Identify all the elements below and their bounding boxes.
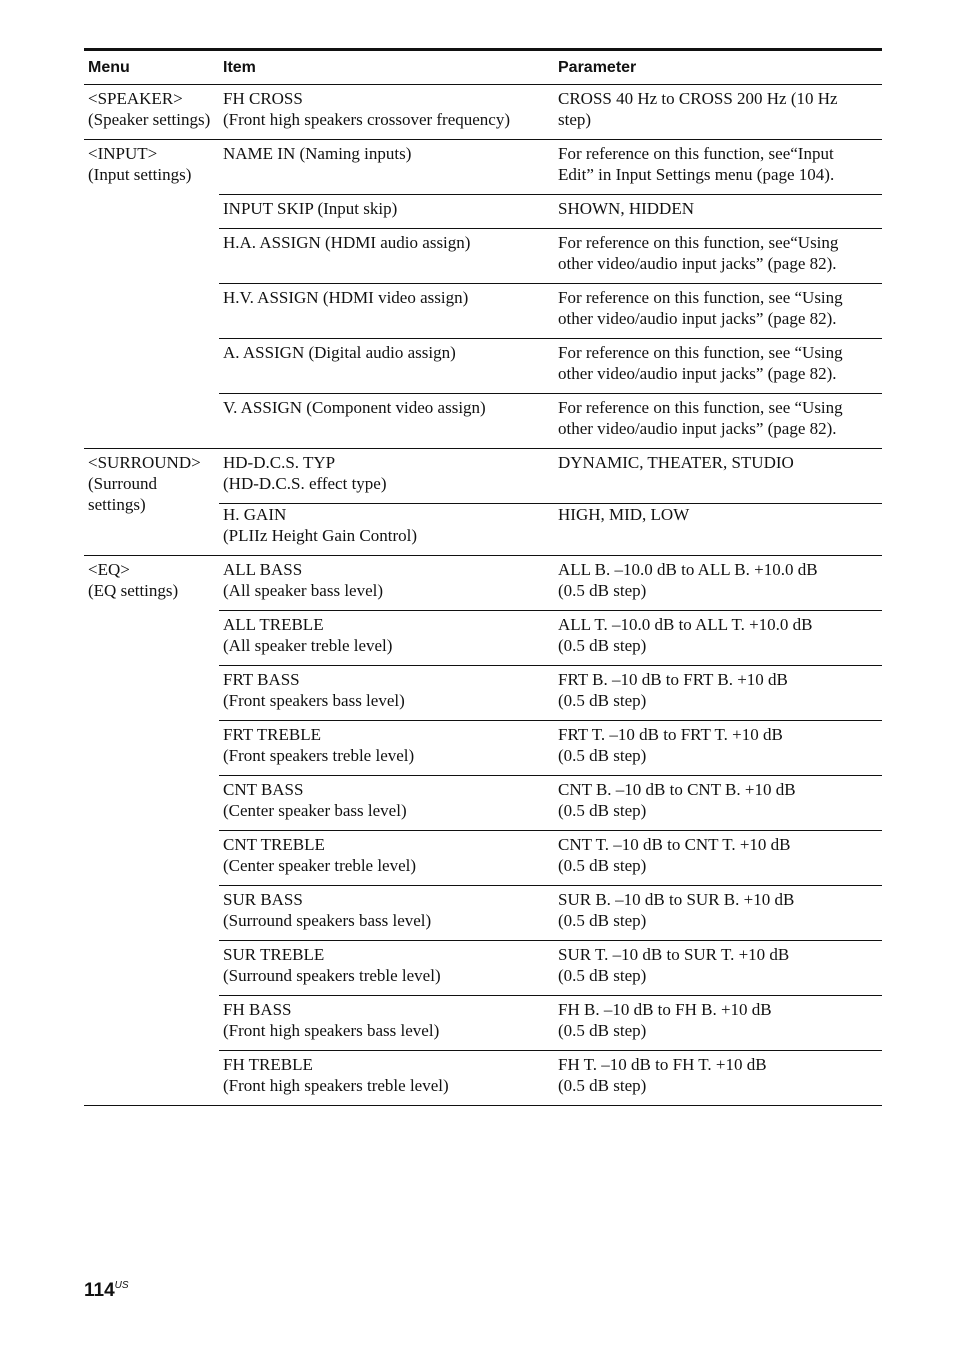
menu-cell — [84, 394, 219, 448]
menu-cell — [84, 941, 219, 996]
table-row — [84, 996, 882, 1051]
parameter-cell: CROSS 40 Hz to CROSS 200 Hz (10 Hz step) — [558, 89, 838, 129]
table-row — [84, 611, 882, 666]
table-row — [84, 556, 882, 611]
menu-cell — [84, 721, 219, 776]
item-cell: ALL BASS (All speaker bass level) — [219, 556, 554, 611]
item-cell: ALL TREBLE (All speaker treble level) — [219, 611, 554, 666]
item-cell: FH TREBLE (Front high speakers treble level) — [223, 1055, 449, 1095]
menu-cell: <SPEAKER> (Speaker settings) — [88, 89, 211, 129]
table-row — [84, 229, 882, 284]
item-cell: FH BASS (Front high speakers bass level) — [219, 996, 554, 1051]
item-cell: SUR TREBLE (Surround speakers treble level) — [219, 941, 554, 996]
parameter-cell: FRT B. –10 dB to FRT B. +10 dB (0.5 dB step) — [554, 666, 882, 721]
parameter-cell: FH B. –10 dB to FH B. +10 dB (0.5 dB step) — [554, 996, 882, 1051]
parameter-cell: FRT T. –10 dB to FRT T. +10 dB (0.5 dB step) — [554, 721, 882, 776]
parameter-cell: FH T. –10 dB to FH T. +10 dB (0.5 dB step) — [558, 1055, 767, 1095]
table-row — [84, 140, 882, 195]
item-cell: H. GAIN (PLIIz Height Gain Control) — [223, 505, 418, 545]
table-row — [84, 941, 882, 996]
page-number — [84, 1280, 129, 1302]
item-cell: FH CROSS (Front high speakers crossover frequency) — [223, 89, 511, 129]
item-cell: NAME IN (Naming inputs) — [219, 140, 554, 195]
item-cell: SUR BASS (Surround speakers bass level) — [219, 886, 554, 941]
parameter-cell: SUR T. –10 dB to SUR T. +10 dB (0.5 dB step) — [554, 941, 882, 996]
header-menu: Menu — [88, 59, 130, 76]
table-row — [84, 85, 882, 140]
parameter-cell: ALL T. –10.0 dB to ALL T. +10.0 dB (0.5 dB step) — [554, 611, 882, 666]
settings-table — [84, 48, 882, 1106]
parameter-cell: CNT T. –10 dB to CNT T. +10 dB (0.5 dB step) — [554, 831, 882, 886]
table-row — [84, 1051, 882, 1106]
parameter-cell: CNT B. –10 dB to CNT B. +10 dB (0.5 dB step) — [554, 776, 882, 831]
item-cell: HD-D.C.S. TYP (HD-D.C.S. effect type) — [219, 449, 554, 504]
menu-cell — [84, 666, 219, 721]
menu-cell — [84, 229, 219, 284]
item-cell: CNT BASS (Center speaker bass level) — [219, 776, 554, 831]
menu-cell: <INPUT> (Input settings) — [88, 144, 192, 184]
item-cell: H.A. ASSIGN (HDMI audio assign) — [219, 229, 554, 284]
menu-cell — [84, 886, 219, 941]
table-row — [84, 666, 882, 721]
item-cell: CNT TREBLE (Center speaker treble level) — [219, 831, 554, 886]
item-cell: INPUT SKIP (Input skip) — [219, 195, 554, 229]
header-item: Item — [223, 59, 256, 76]
table-row — [84, 394, 882, 449]
table-header — [84, 51, 882, 85]
menu-cell: <EQ> (EQ settings) — [88, 560, 179, 600]
table-row — [84, 501, 882, 556]
parameter-cell: For reference on this function, see “Using other video/audio input jacks” (page 82). — [554, 339, 882, 394]
item-cell: V. ASSIGN (Component video assign) — [223, 398, 486, 417]
parameter-cell: HIGH, MID, LOW — [558, 505, 690, 524]
parameter-cell: SHOWN, HIDDEN — [554, 195, 882, 229]
menu-cell — [84, 195, 219, 229]
menu-cell — [84, 996, 219, 1051]
menu-cell — [84, 831, 219, 886]
item-cell: FRT BASS (Front speakers bass level) — [219, 666, 554, 721]
page-number-suffix: US — [114, 1280, 129, 1291]
item-cell: H.V. ASSIGN (HDMI video assign) — [219, 284, 554, 339]
menu-cell: <SURROUND> (Surround settings) — [88, 453, 201, 514]
item-cell: A. ASSIGN (Digital audio assign) — [219, 339, 554, 394]
page-number-value: 114 — [84, 1280, 115, 1301]
parameter-cell: For reference on this function, see “Using other video/audio input jacks” (page 82). — [554, 284, 882, 339]
table-row — [84, 721, 882, 776]
table-row — [84, 831, 882, 886]
menu-cell — [84, 1051, 219, 1105]
menu-cell — [84, 611, 219, 666]
parameter-cell: For reference on this function, see “Using other video/audio input jacks” (page 82). — [558, 398, 843, 438]
table-row — [84, 886, 882, 941]
item-cell: FRT TREBLE (Front speakers treble level) — [219, 721, 554, 776]
table-row — [84, 776, 882, 831]
table-row — [84, 195, 882, 229]
parameter-cell: SUR B. –10 dB to SUR B. +10 dB (0.5 dB step) — [554, 886, 882, 941]
table-row — [84, 284, 882, 339]
table-row — [84, 449, 882, 514]
parameter-cell: For reference on this function, see“Using other video/audio input jacks” (page 82). — [554, 229, 882, 284]
parameter-cell: DYNAMIC, THEATER, STUDIO — [554, 449, 882, 504]
menu-cell — [84, 339, 219, 394]
header-parameter: Parameter — [558, 59, 637, 76]
menu-cell — [84, 776, 219, 831]
menu-cell — [84, 284, 219, 339]
parameter-cell: ALL B. –10.0 dB to ALL B. +10.0 dB (0.5 dB step) — [554, 556, 882, 611]
parameter-cell: For reference on this function, see“Input Edit” in Input Settings menu (page 104). — [554, 140, 882, 195]
table-row — [84, 339, 882, 394]
